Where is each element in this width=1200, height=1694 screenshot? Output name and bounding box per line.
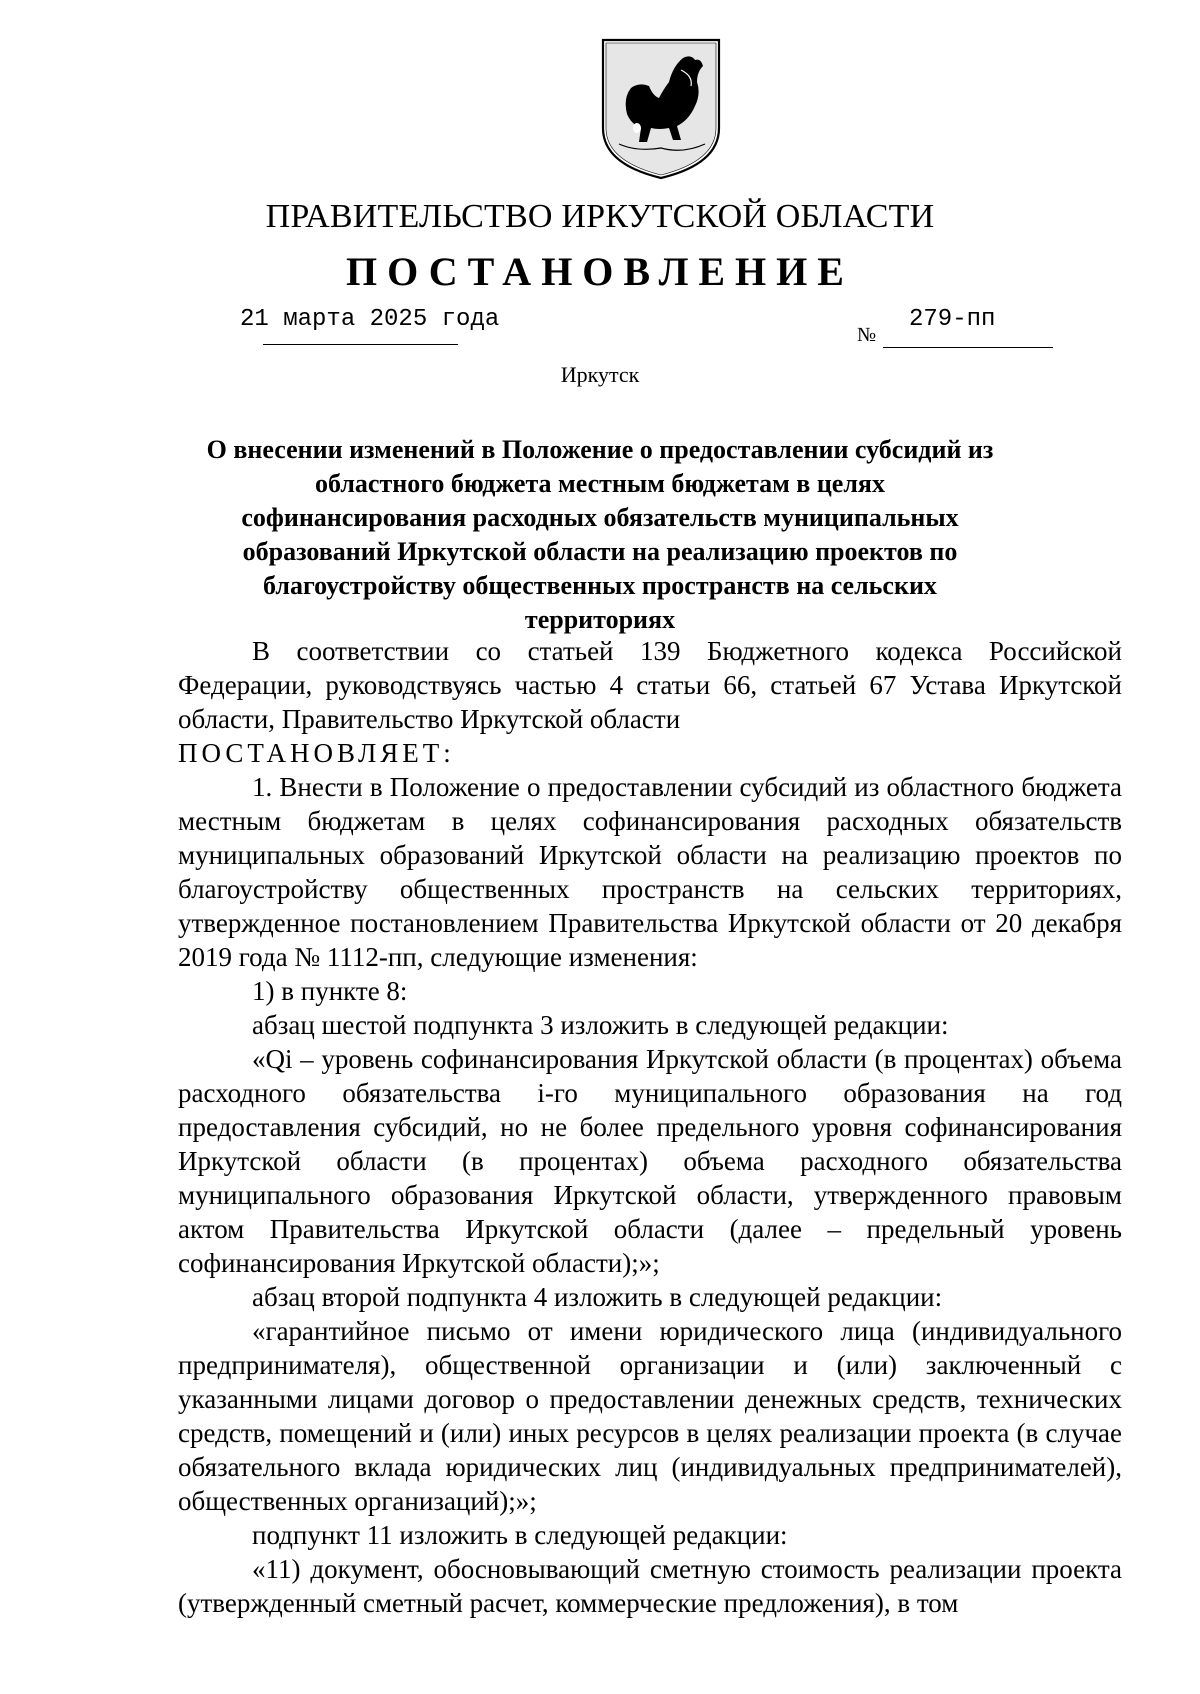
paragraph-subitem-1: 1) в пункте 8:: [252, 976, 408, 1006]
paragraph-clause-text-1: «Qi – уровень софинансирования Иркутской области (в процентах) объема расходного обязательства i-го муниципального образования на год предоставления субсидий, но не более предельного уровня софинансирования Иркутской области (в процентах) объема расходного обязательства муниципального образования Иркутской области, утвержденного правовым актом Правительства Иркутской области (далее – предельный уровень софинансирования Иркутской области);»;: [178, 1044, 1122, 1278]
paragraph-clause-text-2: «гарантийное письмо от имени юридического лица (индивидуального предпринимателя), общественной организации и (или) заключенный с указанными лицами договор о предоставлении денежных средств, технических средств, помещений и (или) иных ресурсов в целях реализации проекта (в случае обязательного вклада юридических лиц (индивидуальных предпринимателей), общественных организаций);»;: [178, 1316, 1122, 1516]
paragraph-resolves: ПОСТАНОВЛЯЕТ:: [178, 738, 455, 768]
paragraph-clause-intro-1: абзац шестой подпункта 3 изложить в следующей редакции:: [252, 1010, 949, 1040]
document-subject: О внесении изменений в Положение о предоставлении субсидий из областного бюджета местным бюджетам в целях софинансирования расходных обязательств муниципальных образований Иркутской области на реализацию проектов по благоустройству общественных пространств на сельских территориях: [206, 435, 994, 634]
paragraph-preamble: В соответствии со статьей 139 Бюджетного кодекса Российской Федерации, руководствуясь частью 4 статьи 66, статьей 67 Устава Иркутской области, Правительство Иркутской области: [178, 636, 1122, 734]
document-date: 21 марта 2025 года: [240, 306, 500, 333]
number-sign: №: [857, 324, 877, 346]
number-underline: [883, 347, 1053, 348]
document-city: Иркутск: [560, 362, 640, 387]
coat-of-arms-icon: [597, 36, 725, 182]
paragraph-item-1: 1. Внести в Положение о предоставлении субсидий из областного бюджета местным бюджетам в целях софинансирования расходных обязательств муниципальных образований Иркутской области на реализацию проектов по благоустройству общественных пространств на сельских территориях, утвержденное постановлением Правительства Иркутской области от 20 декабря 2019 года № 1112-пп, следующие изменения:: [178, 772, 1122, 972]
paragraph-clause-intro-3: подпункт 11 изложить в следующей редакции:: [252, 1520, 788, 1550]
government-title: ПРАВИТЕЛЬСТВО ИРКУТСКОЙ ОБЛАСТИ: [265, 198, 935, 235]
document-body: [178, 634, 1122, 1620]
date-underline: [263, 344, 458, 345]
paragraph-clause-text-3: «11) документ, обосновывающий сметную стоимость реализации проекта (утвержденный сметный расчет, коммерческие предложения), в том: [178, 1554, 1122, 1618]
document-type-title: ПОСТАНОВЛЕНИЕ: [346, 249, 854, 294]
paragraph-clause-intro-2: абзац второй подпункта 4 изложить в следующей редакции:: [252, 1282, 943, 1312]
document-number: 279-пп: [909, 306, 996, 333]
